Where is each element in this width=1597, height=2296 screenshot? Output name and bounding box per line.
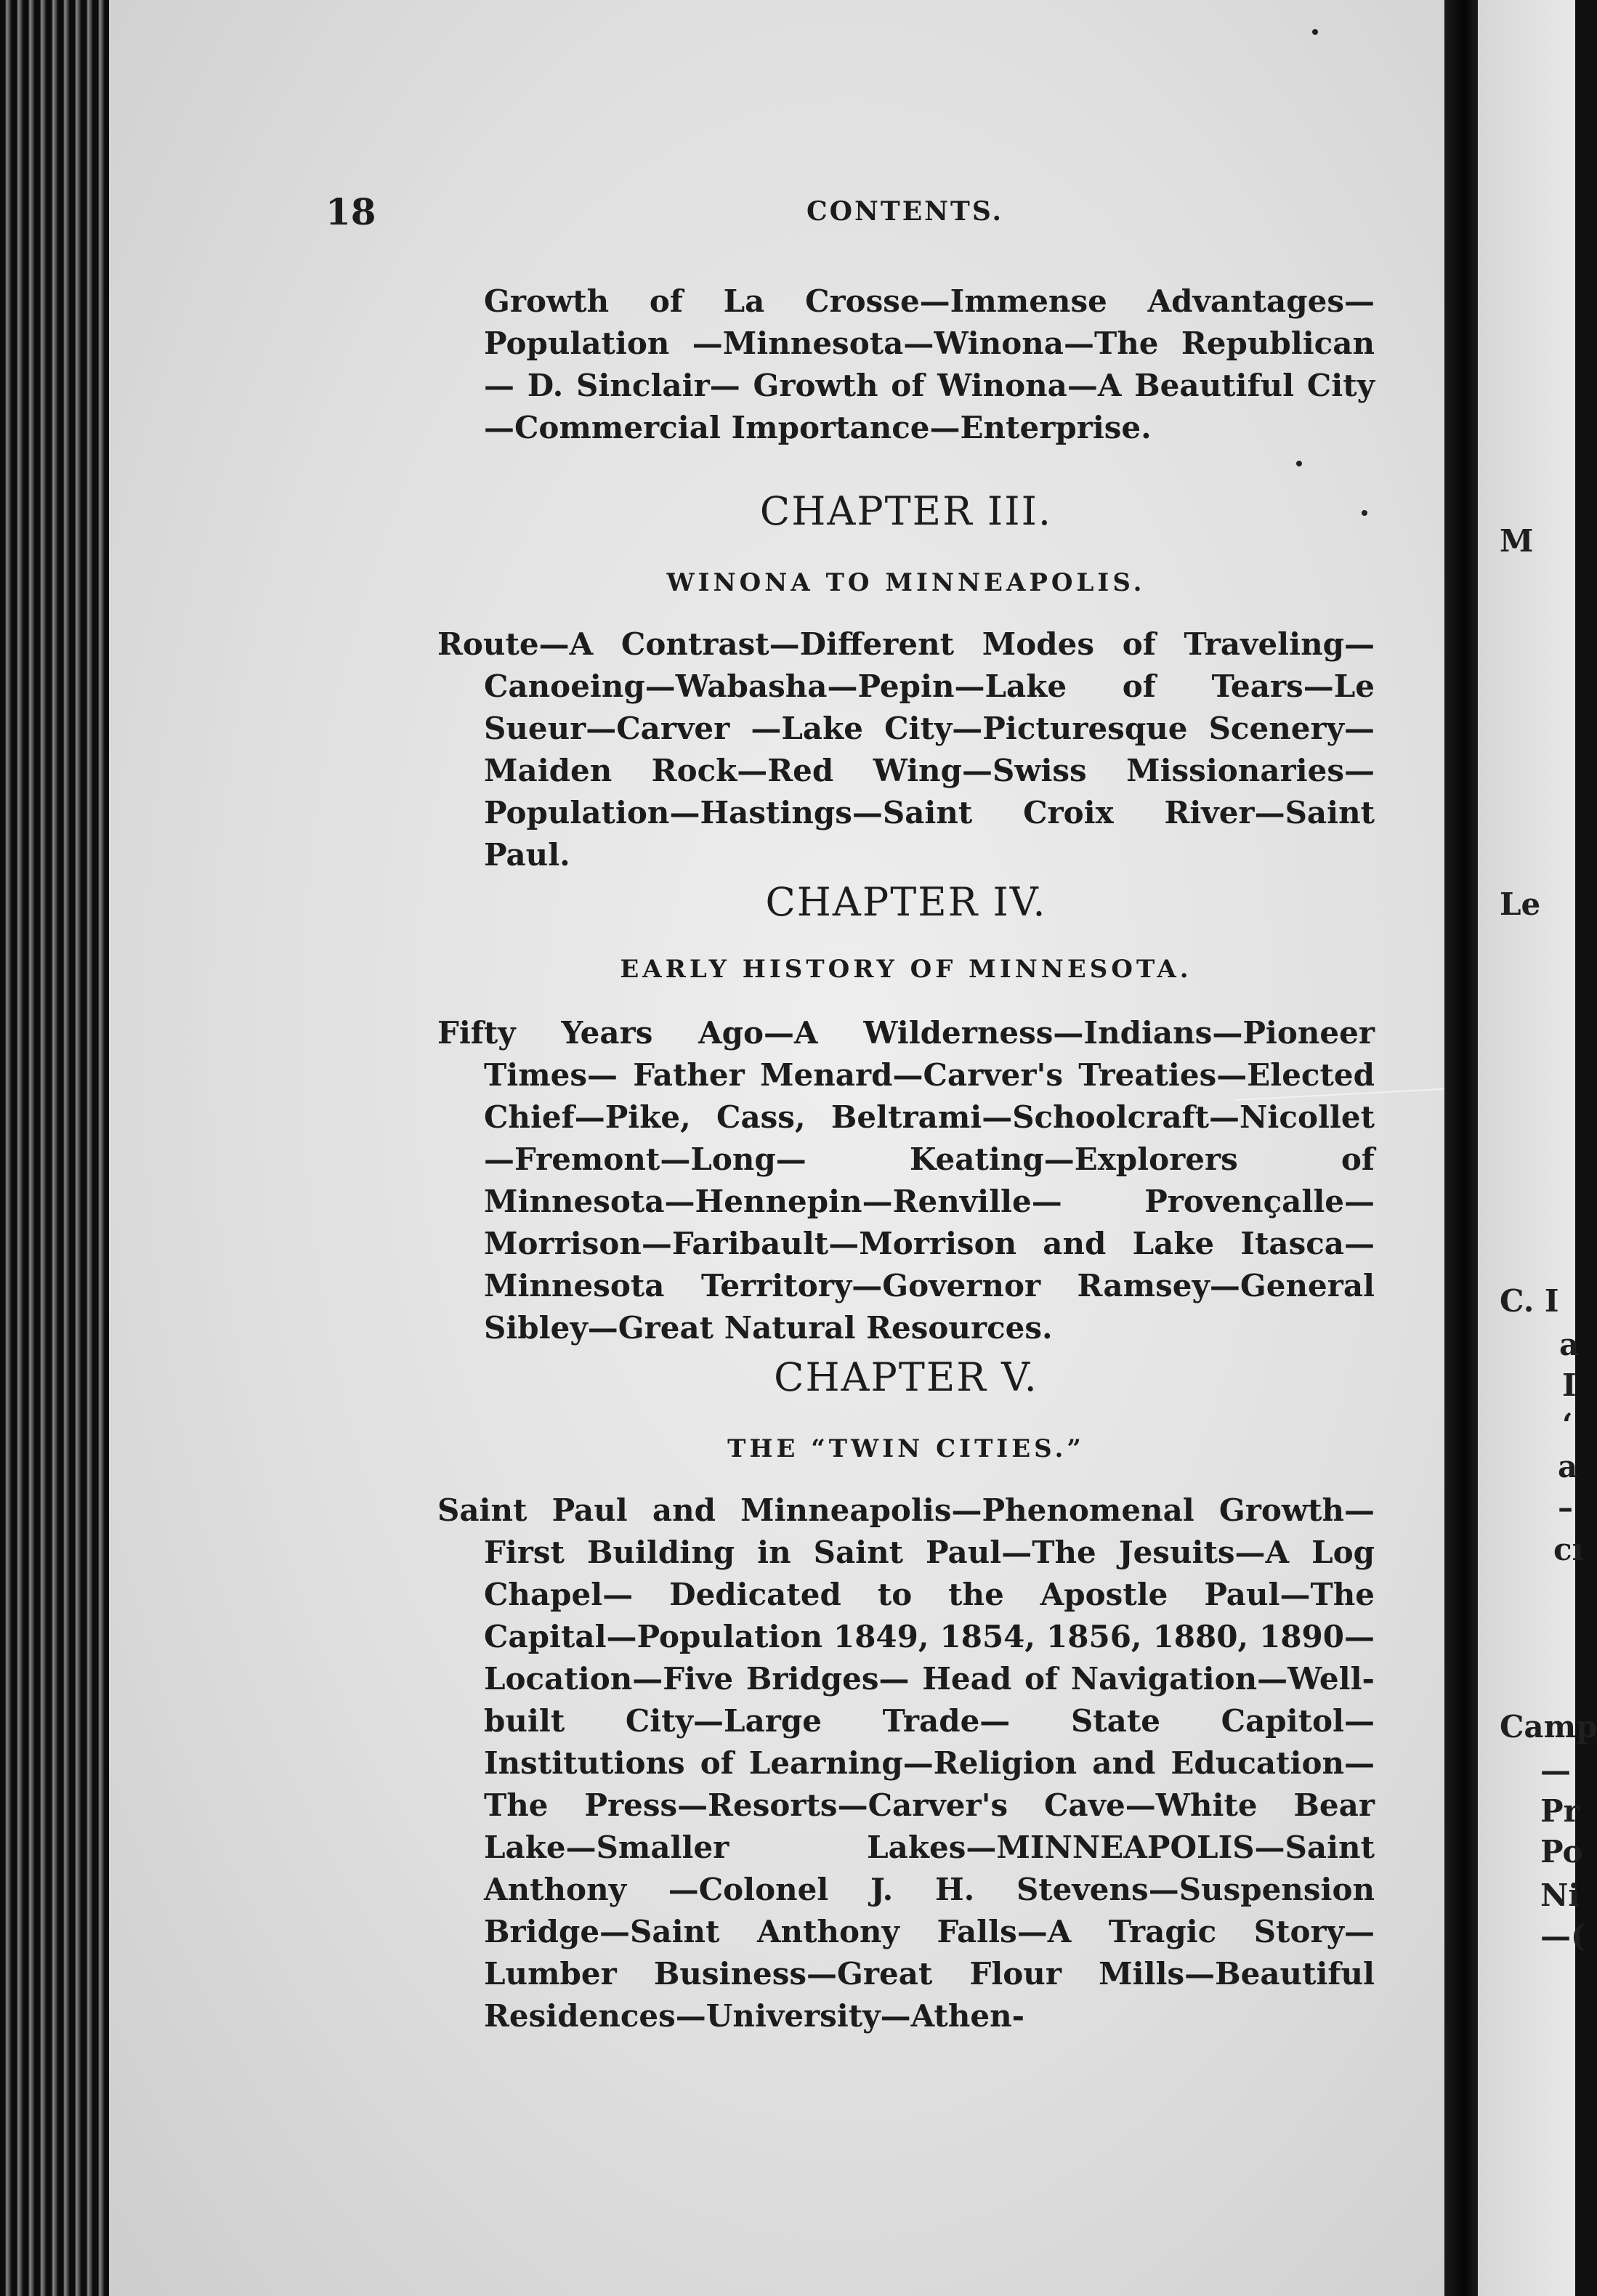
page-number: 18: [326, 190, 376, 233]
running-head: CONTENTS.: [806, 196, 1004, 227]
facing-fragment: —(: [1540, 1918, 1585, 1954]
intro-paragraph: Growth of La Crosse—Immense Advantages—Population —Minnesota—Winona—The Republican — D. Sinclair— Growth of Winona—A Beautiful City—Commercial Importance—Enterprise.: [484, 283, 1375, 445]
facing-fragment: Le: [1500, 886, 1541, 922]
page-gutter: [1444, 0, 1478, 2296]
chapter-4-title: CHAPTER IV.: [765, 879, 1047, 925]
facing-fragment: –: [1558, 1489, 1573, 1525]
chapter-5-title: CHAPTER V.: [774, 1354, 1038, 1400]
facing-fragment: a: [1559, 1327, 1580, 1362]
chapter-4-subtitle: EARLY HISTORY OF MINNESOTA.: [620, 955, 1192, 984]
facing-fragment: Ni: [1540, 1877, 1580, 1913]
facing-fragment: M: [1500, 523, 1534, 559]
facing-fragment: a: [1558, 1449, 1578, 1484]
facing-fragment: I: [1562, 1367, 1577, 1403]
chapter-3-summary: Route—A Contrast—Different Modes of Traveling—Canoeing—Wabasha—Pepin—Lake of Tears—Le Sueur—Carver —Lake City—Picturesque Scenery—Maiden Rock—Red Wing—Swiss Missionaries—Population—Hastings—Saint Croix River—Saint Paul.: [437, 626, 1375, 873]
facing-fragment: ‘: [1562, 1407, 1573, 1442]
facing-fragment: Pr: [1540, 1793, 1580, 1829]
facing-fragment: C. I: [1500, 1283, 1559, 1319]
facing-fragment: Camp: [1500, 1709, 1597, 1745]
book-edge: [0, 0, 116, 2296]
print-speck: [1362, 510, 1367, 516]
chapter-3-title: CHAPTER III.: [759, 488, 1053, 534]
facing-fragment: cı: [1553, 1532, 1584, 1567]
chapter-5-subtitle: THE “TWIN CITIES.”: [727, 1434, 1085, 1463]
facing-page: [1478, 0, 1597, 2296]
chapter-5-summary: Saint Paul and Minneapolis—Phenomenal Growth—First Building in Saint Paul—The Jesuits—A Log Chapel— Dedicated to the Apostle Paul—The Capital—Population 1849, 1854, 1856, 1880, 1890—Location—Five Bridges— Head of Navigation—Well-built City—Large Trade— State Capitol—Institutions of Learning—Religion and Education—The Press—Resorts—Carver's Cave—White Bear Lake—Smaller Lakes—MINNEAPOLIS—Saint Anthony —Colonel J. H. Stevens—Suspension Bridge—Saint Anthony Falls—A Tragic Story—Lumber Business—Great Flour Mills—Beautiful Residences—University—Athen-: [437, 1492, 1375, 2034]
print-speck: [1312, 29, 1318, 35]
facing-fragment: —: [1540, 1753, 1571, 1788]
chapter-4-summary: Fifty Years Ago—A Wilderness—Indians—Pioneer Times— Father Menard—Carver's Treaties—Elected Chief—Pike, Cass, Beltrami—Schoolcraft—Nicollet—Fremont—Long— Keating—Explorers of Minnesota—Hennepin—Renville— Provençalle—Morrison—Faribault—Morrison and Lake Itasca—Minnesota Territory—Governor Ramsey—General Sibley—Great Natural Resources.: [437, 1015, 1375, 1346]
facing-fragment: Po: [1540, 1834, 1583, 1869]
chapter-3-subtitle: WINONA TO MINNEAPOLIS.: [666, 568, 1146, 597]
print-speck: [1296, 461, 1302, 466]
